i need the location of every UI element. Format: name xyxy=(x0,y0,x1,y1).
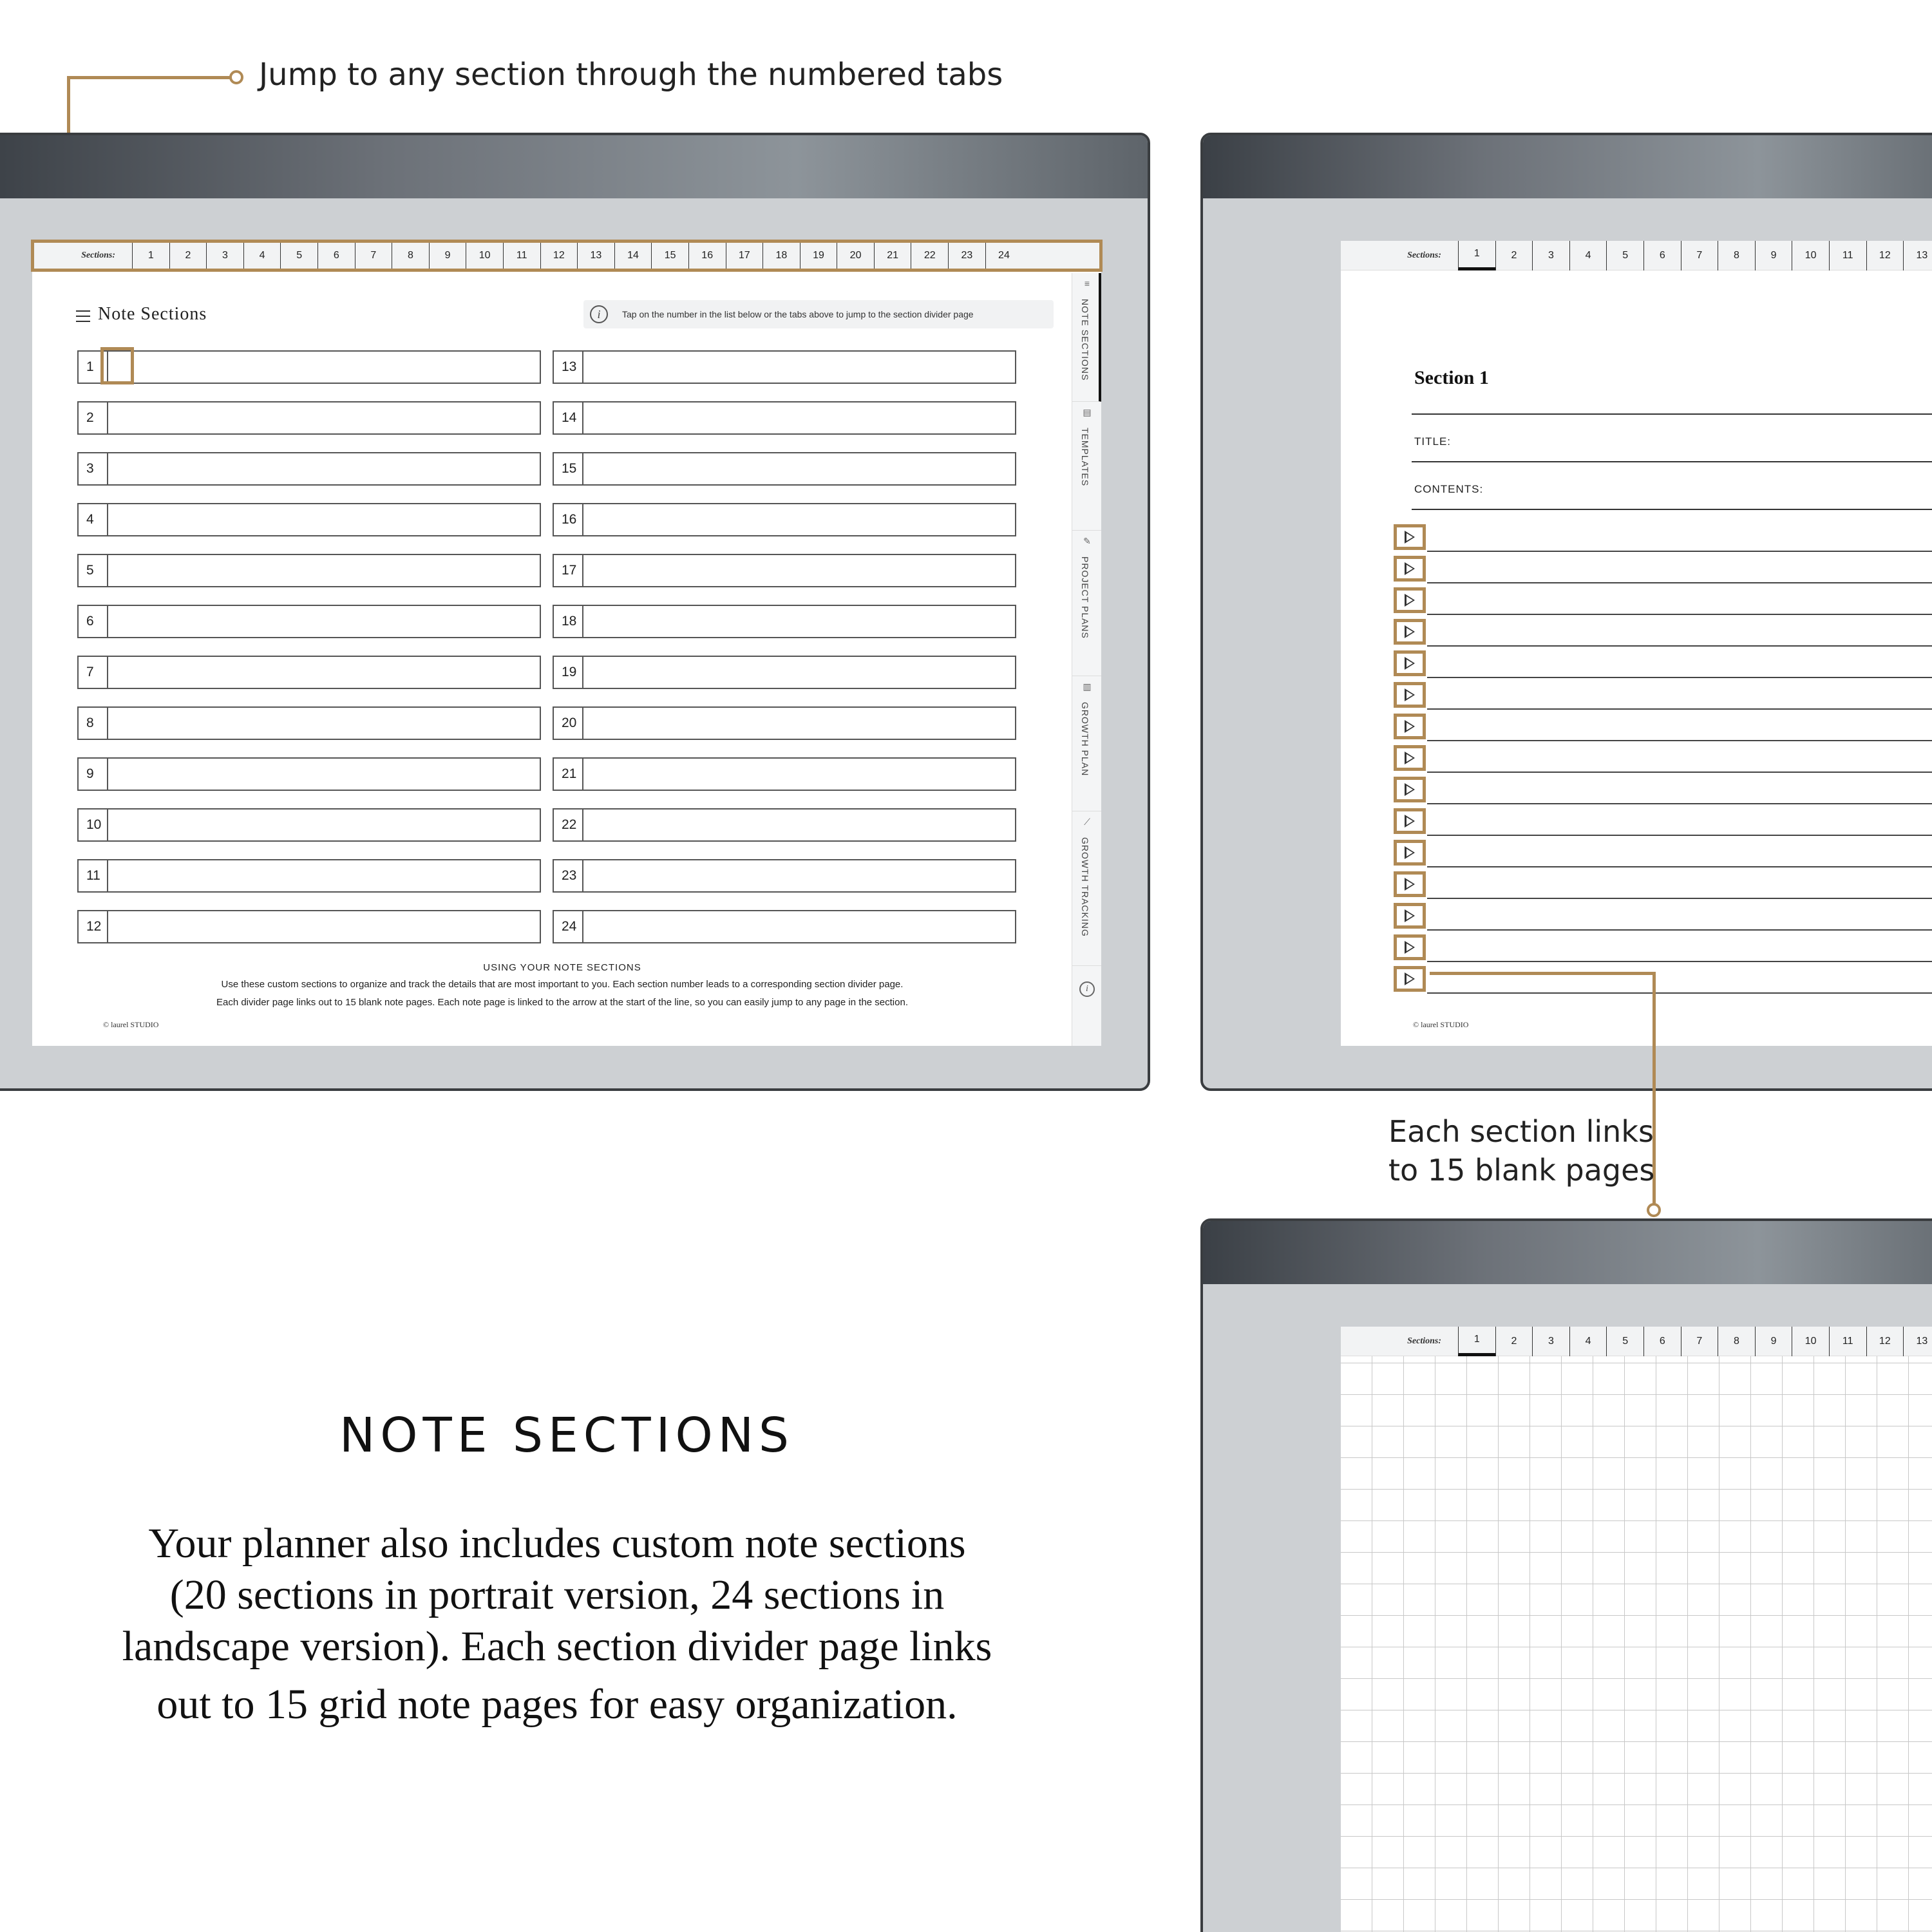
section-tab[interactable]: 8 xyxy=(1718,1327,1755,1356)
section-row[interactable] xyxy=(553,554,1016,587)
section-tab[interactable]: 3 xyxy=(1532,241,1569,270)
section-number[interactable]: 10 xyxy=(79,810,108,840)
section-row[interactable] xyxy=(553,757,1016,791)
menu-icon: ≡ xyxy=(1084,278,1090,289)
section-name-field[interactable] xyxy=(583,352,1015,383)
section-name-field[interactable] xyxy=(108,352,540,383)
section-tab[interactable]: 5 xyxy=(1606,241,1643,270)
callout-links-text: to 15 blank pages xyxy=(1388,1153,1655,1188)
section-number[interactable]: 16 xyxy=(554,504,583,535)
page-link-arrow-button[interactable] xyxy=(1394,524,1426,550)
side-tab-label: GROWTH PLAN xyxy=(1080,702,1090,777)
side-tab-label: PROJECT PLANS xyxy=(1080,556,1090,639)
section-name-field[interactable] xyxy=(583,911,1015,942)
section-tab[interactable]: 8 xyxy=(392,241,429,270)
tablet-bezel xyxy=(1203,1221,1932,1284)
section-tab[interactable]: 1 xyxy=(1458,1327,1495,1356)
side-tab-label: GROWTH TRACKING xyxy=(1080,837,1090,937)
section-number[interactable]: 15 xyxy=(554,453,583,484)
page-link-arrow-button[interactable] xyxy=(1394,650,1426,676)
info-hint-text: Tap on the number in the list below or the tabs above to jump to the section divider page xyxy=(622,309,974,319)
page-link-arrow-button[interactable] xyxy=(1394,966,1426,992)
section-number[interactable]: 24 xyxy=(554,911,583,942)
section-tab[interactable]: 24 xyxy=(985,241,1023,270)
page-link-arrow-button[interactable] xyxy=(1394,714,1426,739)
section-name-field[interactable] xyxy=(583,810,1015,840)
divider-rule xyxy=(1412,509,1932,510)
project-icon: ✎ xyxy=(1083,536,1091,546)
section-name-field[interactable] xyxy=(108,402,540,433)
side-tab-label: TEMPLATES xyxy=(1080,428,1090,487)
side-tab[interactable] xyxy=(1072,273,1101,402)
section-name-field[interactable] xyxy=(583,657,1015,688)
callout-links-text: Each section links xyxy=(1388,1114,1654,1149)
page-link-row xyxy=(1394,804,1932,836)
callout-dot xyxy=(1647,1203,1661,1217)
section-tab[interactable]: 22 xyxy=(911,241,948,270)
section-row[interactable] xyxy=(553,910,1016,943)
tablet-divider xyxy=(1200,133,1932,1091)
play-arrow-icon xyxy=(1405,909,1415,922)
page-link-row xyxy=(1394,899,1932,931)
section-row[interactable] xyxy=(77,757,541,791)
section-tab[interactable]: 10 xyxy=(466,241,503,270)
section-tabs-bar xyxy=(1341,1327,1932,1356)
feature-headline: NOTE SECTIONS xyxy=(339,1408,795,1463)
section-number[interactable]: 19 xyxy=(554,657,583,688)
callout-connector xyxy=(1430,972,1655,975)
brand-credit: © laurel STUDIO xyxy=(1413,1020,1469,1029)
play-arrow-icon xyxy=(1405,941,1415,954)
section-number[interactable]: 8 xyxy=(79,708,108,739)
section-row[interactable] xyxy=(553,706,1016,740)
section-tab[interactable]: 2 xyxy=(169,241,207,270)
section-name-field[interactable] xyxy=(108,657,540,688)
section-name-field[interactable] xyxy=(583,402,1015,433)
feature-description-line: (20 sections in portrait version, 24 sections in xyxy=(169,1571,945,1618)
section-name-field[interactable] xyxy=(108,453,540,484)
section-tab[interactable]: 16 xyxy=(688,241,726,270)
section-tab[interactable]: 23 xyxy=(948,241,985,270)
info-icon[interactable]: i xyxy=(1079,981,1095,997)
page-link-arrow-button[interactable] xyxy=(1394,619,1426,645)
section-name-field[interactable] xyxy=(583,759,1015,790)
page-link-row xyxy=(1394,520,1932,552)
section-tab[interactable]: 2 xyxy=(1495,241,1533,270)
section-number[interactable]: 17 xyxy=(554,555,583,586)
usage-text-line: Each divider page links out to 15 blank note pages. Each note page is linked to the arrow at the start of the line, so you can easily jump to any page in the section. xyxy=(216,997,908,1008)
tablet-grid xyxy=(1200,1218,1932,1932)
section-row[interactable] xyxy=(77,656,541,689)
section-tab[interactable]: 9 xyxy=(1755,1327,1792,1356)
feature-description-line: landscape version). Each section divider page links xyxy=(122,1623,992,1670)
section-tab[interactable]: 6 xyxy=(317,241,355,270)
tablet-main xyxy=(0,133,1150,1091)
page-link-arrow-button[interactable] xyxy=(1394,840,1426,866)
side-tab[interactable] xyxy=(1072,676,1101,811)
section-row[interactable] xyxy=(77,605,541,638)
section-row[interactable] xyxy=(553,503,1016,536)
section-row[interactable] xyxy=(553,350,1016,384)
section-tab[interactable]: 3 xyxy=(1532,1327,1569,1356)
play-arrow-icon xyxy=(1405,531,1415,544)
divider-rule xyxy=(1412,461,1932,462)
note-sections-screen xyxy=(32,241,1101,1046)
page-link-row xyxy=(1394,962,1932,994)
section-tab[interactable]: 9 xyxy=(1755,241,1792,270)
section-tab[interactable]: 7 xyxy=(1681,241,1718,270)
section-number[interactable]: 18 xyxy=(554,606,583,637)
play-arrow-icon xyxy=(1405,783,1415,796)
section-tab[interactable]: 6 xyxy=(1643,1327,1681,1356)
section-tab[interactable]: 21 xyxy=(874,241,911,270)
section-tab[interactable]: 18 xyxy=(762,241,800,270)
section-number[interactable]: 14 xyxy=(554,402,583,433)
sections-label: Sections: xyxy=(1407,1336,1441,1346)
section-row[interactable] xyxy=(77,859,541,893)
section-row[interactable] xyxy=(77,401,541,435)
template-icon: ▤ xyxy=(1083,407,1092,417)
section-tab[interactable]: 20 xyxy=(837,241,874,270)
section-name-field[interactable] xyxy=(108,606,540,637)
section-row[interactable] xyxy=(553,452,1016,486)
usage-heading: USING YOUR NOTE SECTIONS xyxy=(483,962,641,973)
usage-text-line: Use these custom sections to organize and track the details that are most important to you. Each section number leads to a corresponding section divider page. xyxy=(221,979,904,990)
play-arrow-icon xyxy=(1405,688,1415,701)
section-tab[interactable]: 12 xyxy=(1866,1327,1904,1356)
section-tabs-bar xyxy=(1341,241,1932,270)
section-number[interactable]: 11 xyxy=(79,860,108,891)
chart-icon: ⟋ xyxy=(1084,817,1090,827)
page-link-row xyxy=(1394,836,1932,867)
callout-dot xyxy=(229,70,243,84)
section-tab[interactable]: 4 xyxy=(1569,1327,1607,1356)
section-name-field[interactable] xyxy=(108,911,540,942)
section-tab[interactable]: 3 xyxy=(206,241,243,270)
section-name-field[interactable] xyxy=(108,555,540,586)
play-arrow-icon xyxy=(1405,972,1415,985)
callout-tabs-text: Jump to any section through the numbered tabs xyxy=(259,57,1003,93)
page-link-arrow-button[interactable] xyxy=(1394,587,1426,613)
play-arrow-icon xyxy=(1405,878,1415,891)
page-link-arrow-button[interactable] xyxy=(1394,682,1426,708)
section-name-field[interactable] xyxy=(583,504,1015,535)
section-name-field[interactable] xyxy=(108,504,540,535)
section-number[interactable]: 4 xyxy=(79,504,108,535)
section-number[interactable]: 22 xyxy=(554,810,583,840)
page-link-row xyxy=(1394,552,1932,583)
tablet-bezel xyxy=(0,135,1148,198)
page-link-row xyxy=(1394,615,1932,647)
play-arrow-icon xyxy=(1405,815,1415,828)
page-link-arrow-button[interactable] xyxy=(1394,556,1426,582)
page-link-arrow-button[interactable] xyxy=(1394,808,1426,834)
section-row[interactable] xyxy=(553,605,1016,638)
section-row[interactable] xyxy=(553,401,1016,435)
section-number[interactable]: 9 xyxy=(79,759,108,790)
menu-icon[interactable] xyxy=(76,310,90,322)
section-tab[interactable]: 17 xyxy=(726,241,763,270)
section-number[interactable]: 23 xyxy=(554,860,583,891)
page-link-row xyxy=(1394,867,1932,899)
section-name-field[interactable] xyxy=(583,555,1015,586)
section-tab[interactable]: 19 xyxy=(800,241,837,270)
section-row[interactable] xyxy=(553,859,1016,893)
section-name-field[interactable] xyxy=(108,860,540,891)
section-number[interactable]: 21 xyxy=(554,759,583,790)
feature-description-line: out to 15 grid note pages for easy organization. xyxy=(156,1681,958,1728)
section-tab[interactable]: 12 xyxy=(540,241,578,270)
page-link-row xyxy=(1394,647,1932,678)
section-name-field[interactable] xyxy=(583,453,1015,484)
section-name-field[interactable] xyxy=(108,708,540,739)
section-row[interactable] xyxy=(77,452,541,486)
section-tab[interactable]: 1 xyxy=(1458,241,1495,270)
section-divider-screen xyxy=(1341,241,1932,1046)
section-number[interactable]: 7 xyxy=(79,657,108,688)
section-number[interactable]: 5 xyxy=(79,555,108,586)
section-tab[interactable]: 15 xyxy=(651,241,688,270)
divider-rule xyxy=(1412,413,1932,415)
section-title: Section 1 xyxy=(1414,367,1489,388)
section-tab[interactable]: 9 xyxy=(429,241,466,270)
section-tab[interactable]: 7 xyxy=(1681,1327,1718,1356)
section-number[interactable]: 12 xyxy=(79,911,108,942)
side-tab[interactable] xyxy=(1072,531,1101,676)
play-arrow-icon xyxy=(1405,562,1415,575)
feature-description-line: Your planner also includes custom note sections xyxy=(148,1520,966,1567)
play-arrow-icon xyxy=(1405,720,1415,733)
page-link-row xyxy=(1394,773,1932,804)
page-link-arrow-button[interactable] xyxy=(1394,745,1426,771)
section-number[interactable]: 13 xyxy=(554,352,583,383)
page-link-row xyxy=(1394,931,1932,962)
section-tab[interactable]: 11 xyxy=(1829,241,1866,270)
section-row[interactable] xyxy=(77,706,541,740)
section-row[interactable] xyxy=(77,350,541,384)
section-row[interactable] xyxy=(553,656,1016,689)
section-tab[interactable]: 13 xyxy=(1903,1327,1932,1356)
section-tab[interactable]: 10 xyxy=(1792,1327,1829,1356)
section-number[interactable]: 1 xyxy=(79,352,108,383)
section-number[interactable]: 2 xyxy=(79,402,108,433)
grid-paper[interactable] xyxy=(1341,1356,1932,1932)
page-link-arrow-button[interactable] xyxy=(1394,777,1426,802)
section-number[interactable]: 6 xyxy=(79,606,108,637)
section-name-field[interactable] xyxy=(583,606,1015,637)
section-name-field[interactable] xyxy=(108,759,540,790)
sections-label: Sections: xyxy=(1407,250,1441,260)
section-tab[interactable]: 10 xyxy=(1792,241,1829,270)
brand-credit: © laurel STUDIO xyxy=(103,1020,159,1029)
play-arrow-icon xyxy=(1405,752,1415,764)
play-arrow-icon xyxy=(1405,657,1415,670)
page-link-row xyxy=(1394,583,1932,615)
section-tab[interactable]: 13 xyxy=(577,241,614,270)
section-row[interactable] xyxy=(77,808,541,842)
side-tab-label: NOTE SECTIONS xyxy=(1080,299,1090,381)
sections-label: Sections: xyxy=(81,250,115,260)
section-name-field[interactable] xyxy=(583,708,1015,739)
section-tab[interactable]: 4 xyxy=(243,241,281,270)
section-tab[interactable]: 7 xyxy=(355,241,392,270)
info-icon: i xyxy=(590,305,608,323)
section-tab[interactable]: 5 xyxy=(1606,1327,1643,1356)
section-tab[interactable]: 4 xyxy=(1569,241,1607,270)
section-name-field[interactable] xyxy=(583,860,1015,891)
info-hint xyxy=(583,300,1054,328)
plan-icon: ▥ xyxy=(1083,681,1092,692)
section-tab[interactable]: 2 xyxy=(1495,1327,1533,1356)
section-tab[interactable]: 5 xyxy=(280,241,317,270)
page-link-row xyxy=(1394,678,1932,710)
side-navigation xyxy=(1072,273,1101,1046)
section-tab[interactable]: 1 xyxy=(132,241,169,270)
section-tab[interactable]: 8 xyxy=(1718,241,1755,270)
callout-connector xyxy=(67,76,232,79)
section-tab[interactable]: 11 xyxy=(1829,1327,1866,1356)
page-title: Note Sections xyxy=(98,304,207,324)
section-number[interactable]: 20 xyxy=(554,708,583,739)
tabs-highlight xyxy=(31,240,1103,272)
grid-note-screen xyxy=(1341,1327,1932,1932)
side-tab[interactable] xyxy=(1072,402,1101,531)
title-label: TITLE: xyxy=(1414,435,1452,448)
section-tab[interactable]: 14 xyxy=(614,241,652,270)
section-tab[interactable]: 11 xyxy=(503,241,540,270)
section-row[interactable] xyxy=(77,910,541,943)
writing-line xyxy=(1427,992,1932,994)
section-tab[interactable]: 12 xyxy=(1866,241,1904,270)
section-row[interactable] xyxy=(77,503,541,536)
side-tab[interactable] xyxy=(1072,811,1101,966)
play-arrow-icon xyxy=(1405,625,1415,638)
section-tab[interactable]: 6 xyxy=(1643,241,1681,270)
tablet-bezel xyxy=(1203,135,1932,198)
page-link-row xyxy=(1394,710,1932,741)
section-number-highlight xyxy=(100,347,134,384)
section-tab[interactable]: 13 xyxy=(1903,241,1932,270)
page-link-row xyxy=(1394,741,1932,773)
contents-label: CONTENTS: xyxy=(1414,483,1484,495)
play-arrow-icon xyxy=(1405,846,1415,859)
page-link-arrow-button[interactable] xyxy=(1394,934,1426,960)
section-name-field[interactable] xyxy=(108,810,540,840)
page-link-arrow-button[interactable] xyxy=(1394,903,1426,929)
section-row[interactable] xyxy=(77,554,541,587)
section-number[interactable]: 3 xyxy=(79,453,108,484)
page-link-arrow-button[interactable] xyxy=(1394,871,1426,897)
section-row[interactable] xyxy=(553,808,1016,842)
play-arrow-icon xyxy=(1405,594,1415,607)
